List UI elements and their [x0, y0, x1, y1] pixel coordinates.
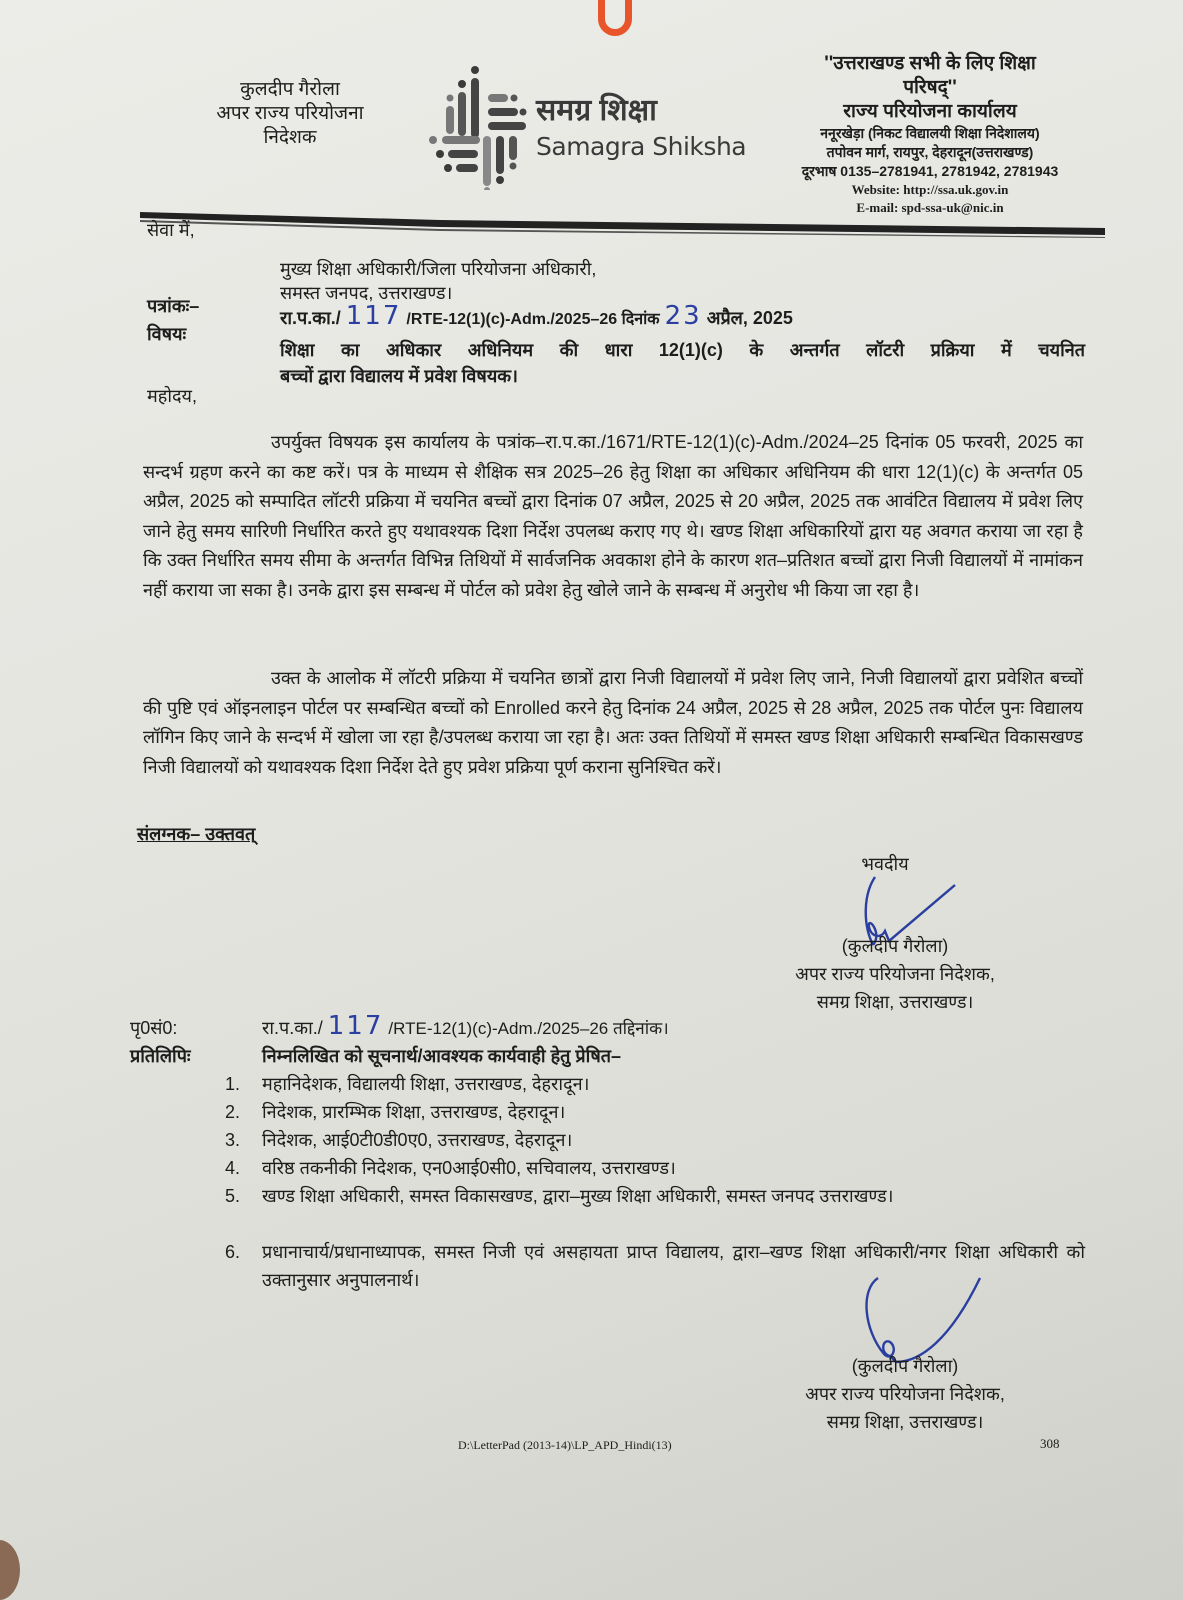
- copy-list-item: [225, 1098, 1085, 1126]
- salutation-to: सेवा में,: [147, 220, 195, 240]
- copy-item-text: महानिदेशक, विद्यालयी शिक्षा, उत्तराखण्ड, देहरादून।: [262, 1074, 590, 1094]
- copy-item-number: 2.: [225, 1102, 241, 1122]
- body-paragraph-2: [143, 664, 1083, 782]
- sender-name: कुलदीप गैरोला: [240, 79, 340, 100]
- signature-1-block: [760, 932, 1030, 1016]
- copy-item-number: 4.: [225, 1158, 241, 1178]
- copy-item-number: 5.: [225, 1186, 241, 1206]
- endorsement-reference: [262, 1012, 669, 1043]
- signatory-org: समग्र शिक्षा, उत्तराखण्ड।: [826, 1412, 984, 1432]
- signature-2-block: [760, 1352, 1050, 1436]
- signatory-name: (कुलदीप गैरोला): [841, 936, 949, 956]
- signatory-designation: अपर राज्य परियोजना निदेशक,: [795, 964, 995, 984]
- greeting: महोदय,: [147, 386, 197, 406]
- signatory-org: समग्र शिक्षा, उत्तराखण्ड।: [816, 992, 974, 1012]
- copy-list-item: [225, 1154, 1085, 1182]
- reference-line: [280, 302, 793, 334]
- body-paragraph-1-text: उपर्युक्त विषयक इस कार्यालय के पत्रांक–रा.प.का./1671/RTE-12(1)(c)-Adm./2024–25 दिनांक 05 फरवरी, 2025 का सन्दर्भ ग्रहण करने का कष्ट करें। पत्र के माध्यम से शैक्षिक सत्र 2025–26 हेतु शिक्षा का अधिकार अधिनियम की धारा 12(1)(c) के अन्तर्गत 05 अप्रैल, 2025 को सम्पादित लॉटरी प्रक्रिया में चयनित बच्चों द्वारा दिनांक 07 अप्रैल, 2025 से 20 अप्रैल, 2025 तक आवंटित विद्यालय में प्रवेश लिए जाने हेतु समय सारिणी निर्धारित करते हुए यथावश्यक दिशा निर्देश उपलब्ध कराए गए थे। खण्ड शिक्षा अधिकारियों द्वारा यह अवगत कराया जा रहा है कि उक्त निर्धारित समय सीमा के अन्तर्गत विभिन्न तिथियों में सार्वजनिक अवकाश होने के कारण शत–प्रतिशत बच्चों द्वारा निजी विद्यालयों में नामांकन नहीं कराया जा सका है। उनके द्वारा इस सम्बन्ध में पोर्टल को प्रवेश हेतु खोले जाने के सम्बन्ध में अनुरोध भी किया जा रहा है।: [143, 432, 1083, 600]
- body-paragraph-2-text: उक्त के आलोक में लॉटरी प्रक्रिया में चयनित छात्रों द्वारा निजी विद्यालयों में प्रवेश लिए जाने, निजी विद्यालयों द्वारा प्रवेशित बच्चों की पुष्टि एवं ऑइनलाइन पोर्टल पर सम्बन्धित बच्चों को Enrolled करने हेतु दिनांक 24 अप्रैल, 2025 से 28 अप्रैल, 2025 तक पोर्टल पुनः विद्यालय लॉगिन किए जाने के सन्दर्भ में खोला जा रहा है/उपलब्ध कराया जा रहा है। अतः उक्त तिथियों में समस्त खण्ड शिक्षा अधिकारी सम्बन्धित विकासखण्ड निजी विद्यालयों को यथावश्यक दिशा निर्देश देते हुए प्रवेश प्रक्रिया पूर्ण कराना सुनिश्चित करें।: [143, 668, 1083, 777]
- subject-line1: शिक्षा का अधिकार अधिनियम की धारा 12(1)(c) के अन्तर्गत लॉटरी प्रक्रिया में चयनित: [280, 340, 1085, 360]
- copy-list-item: [225, 1126, 1085, 1154]
- copy-item-number: 3.: [225, 1130, 241, 1150]
- logo-text-english: Samagra Shiksha: [536, 132, 747, 161]
- website-link[interactable]: Website: http://ssa.uk.gov.in: [851, 182, 1009, 197]
- recipient-line1: मुख्य शिक्षा अधिकारी/जिला परियोजना अधिकारी,: [280, 259, 597, 279]
- reference-prefix: रा.प.का./: [280, 308, 341, 328]
- endorsement-code: /RTE-12(1)(c)-Adm./2025–26 तद्दिनांक।: [388, 1019, 669, 1038]
- copy-list-item: [225, 1182, 1085, 1210]
- copy-item-text: निदेशक, प्रारम्भिक शिक्षा, उत्तराखण्ड, देहरादून।: [262, 1102, 566, 1122]
- signatory-designation: अपर राज्य परियोजना निदेशक,: [805, 1384, 1005, 1404]
- subject-line2: बच्चों द्वारा विद्यालय में प्रवेश विषयक।: [280, 366, 518, 386]
- reference-month-year: अप्रैल, 2025: [706, 308, 793, 328]
- endorsement-prefix: रा.प.का./: [262, 1018, 323, 1038]
- sender-designation-line2: निदेशक: [263, 127, 317, 148]
- copy-item-text: निदेशक, आई0टी0डी0ए0, उत्तराखण्ड, देहरादून।: [262, 1130, 573, 1150]
- file-path-footer: D:\LetterPad (2013-14)\LP_APD_Hindi(13): [458, 1438, 672, 1452]
- signatory-name: (कुलदीप गैरोला): [851, 1356, 959, 1376]
- header-divider: [140, 212, 1105, 242]
- office-name: राज्य परियोजना कार्यालय: [843, 101, 1017, 122]
- copy-item-number: 6.: [225, 1242, 241, 1262]
- closing: भवदीय: [861, 854, 909, 874]
- body-paragraph-1: [143, 428, 1083, 605]
- recipient-line2: समस्त जनपद, उत्तराखण्ड।: [280, 283, 453, 303]
- email-link[interactable]: E-mail: spd-ssa-uk@nic.in: [856, 200, 1004, 215]
- copy-item-text: खण्ड शिक्षा अधिकारी, समस्त विकासखण्ड, द्वारा–मुख्य शिक्षा अधिकारी, समस्त जनपद उत्तराखण्ड।: [262, 1186, 894, 1206]
- copy-list-item: [225, 1070, 1085, 1098]
- sender-block: [190, 78, 390, 150]
- enclosure-note: संलग्नक– उक्तवत्: [137, 824, 256, 844]
- reference-label: पत्रांकः–: [147, 296, 200, 316]
- copy-item-text: वरिष्ठ तकनीकी निदेशक, एन0आई0सी0, सचिवालय, उत्तराखण्ड।: [262, 1158, 676, 1178]
- copy-item-text: प्रधानाचार्य/प्रधानाध्यापक, समस्त निजी एवं असहायता प्राप्त विद्यालय, द्वारा–खण्ड शिक्षा अधिकारी/नगर शिक्षा अधिकारी को उक्तानुसार अनुपालनार्थ।: [262, 1242, 1085, 1290]
- copy-label: प्रतिलिपिः: [130, 1046, 191, 1066]
- address-line1: ननूरखेड़ा (निकट विद्यालयी शिक्षा निदेशालय): [820, 125, 1040, 141]
- phone-numbers: दूरभाष 0135–2781941, 2781942, 2781943: [801, 163, 1059, 179]
- samagra-shiksha-logo-icon: [428, 62, 528, 190]
- finger-shadow: [0, 1540, 20, 1600]
- council-name-line1: ''उत्तराखण्ड सभी के लिए शिक्षा: [824, 53, 1036, 74]
- copy-intro: निम्नलिखित को सूचनार्थ/आवश्यक कार्यवाही हेतु प्रेषित–: [262, 1046, 621, 1066]
- office-address-block: [760, 52, 1100, 217]
- copy-item-number: 1.: [225, 1074, 241, 1094]
- address-line2: तपोवन मार्ग, रायपुर, देहरादून(उत्तराखण्ड): [826, 144, 1034, 160]
- page-number: 308: [1040, 1436, 1060, 1451]
- paper-clip-icon: [598, 0, 632, 36]
- council-name-line2: परिषद्'': [903, 77, 957, 98]
- sender-designation-line1: अपर राज्य परियोजना: [216, 103, 364, 124]
- logo-text-hindi: समग्र शिक्षा: [536, 94, 657, 127]
- endorsement-number-handwritten: 117: [327, 1011, 384, 1041]
- reference-day-handwritten: 23: [664, 301, 702, 331]
- reference-code: /RTE-12(1)(c)-Adm./2025–26 दिनांक: [406, 311, 660, 328]
- endorsement-label: पृ0सं0:: [130, 1018, 178, 1038]
- subject-label: विषयः: [147, 324, 187, 344]
- reference-number-handwritten: 117: [345, 301, 402, 331]
